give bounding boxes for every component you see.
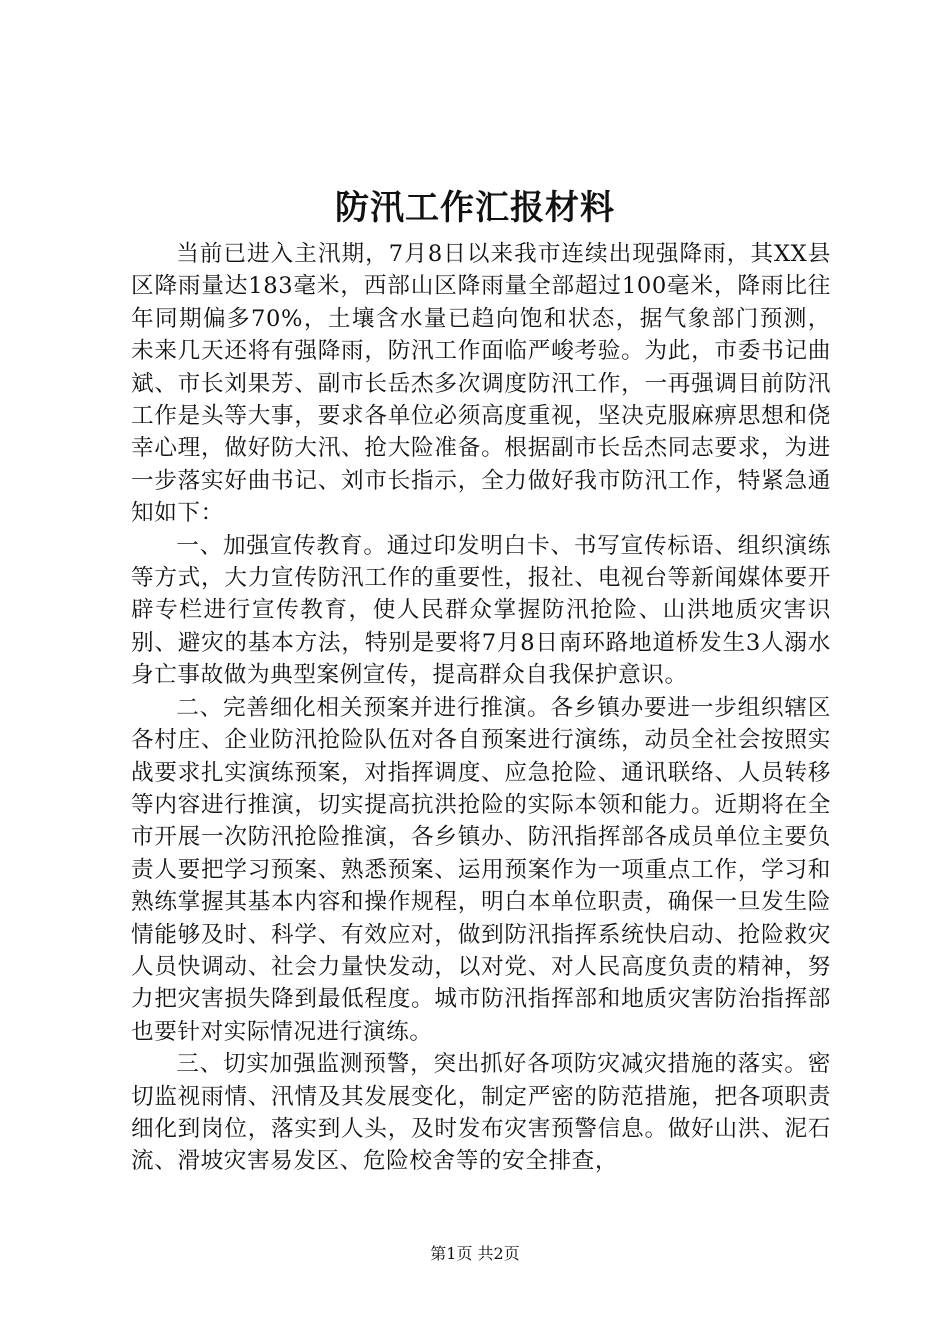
paragraph-intro: 当前已进入主汛期，7月8日以来我市连续出现强降雨，其XX县区降雨量达183毫米，西部山区降雨量全部超过100毫米，降雨比往年同期偏多70%，土壤含水量已趋向饱和状态，据气象部门预测，未来几天还将有强降雨，防汛工作面临严峻考验。为此，市委书记曲斌、市长刘果芳、副市长岳杰多次调度防汛工作，一再强调目前防汛工作是头等大事，要求各单位必须高度重视，坚决克服麻痹思想和侥幸心理，做好防大汛、抢大险准备。根据副市长岳杰同志要求，为进一步落实好曲书记、刘市长指示，全力做好我市防汛工作，特紧急通知如下： xyxy=(131,241,831,527)
page-footer: 第1页 共2页 xyxy=(430,1244,520,1263)
paragraph-section-3: 三、切实加强监测预警，突出抓好各项防灾减灾措施的落实。密切监视雨情、汛情及其发展变化，制定严密的防范措施，把各项职责细化到岗位，落实到人头，及时发布灾害预警信息。做好山洪、泥石流、滑坡灾害易发区、危险校舍等的安全排查， xyxy=(131,1051,831,1175)
paragraph-section-1: 一、加强宣传教育。通过印发明白卡、书写宣传标语、组织演练等方式，大力宣传防汛工作的重要性，报社、电视台等新闻媒体要开辟专栏进行宣传教育，使人民群众掌握防汛抢险、山洪地质灾害识别、避灾的基本方法，特别是要将7月8日南环路地道桥发生3人溺水身亡事故做为典型案例宣传，提高群众自我保护意识。 xyxy=(131,532,831,689)
document-title: 防汛工作汇报材料 xyxy=(335,188,615,228)
paragraph-section-2: 二、完善细化相关预案并进行推演。各乡镇办要进一步组织辖区各村庄、企业防汛抢险队伍对各自预案进行演练，动员全社会按照实战要求扎实演练预案，对指挥调度、应急抢险、通讯联络、人员转移等内容进行推演，切实提高抗洪抢险的实际本领和能力。近期将在全市开展一次防汛抢险推演，各乡镇办、防汛指挥部各成员单位主要负责人要把学习预案、熟悉预案、运用预案作为一项重点工作，学习和熟练掌握其基本内容和操作规程，明白本单位职责，确保一旦发生险情能够及时、科学、有效应对，做到防汛指挥系统快启动、抢险救灾人员快调动、社会力量快发动，以对党、对人民高度负责的精神，努力把灾害损失降到最低程度。城市防汛指挥部和地质灾害防治指挥部也要针对实际情况进行演练。 xyxy=(131,694,831,1045)
document-body xyxy=(131,238,831,1178)
